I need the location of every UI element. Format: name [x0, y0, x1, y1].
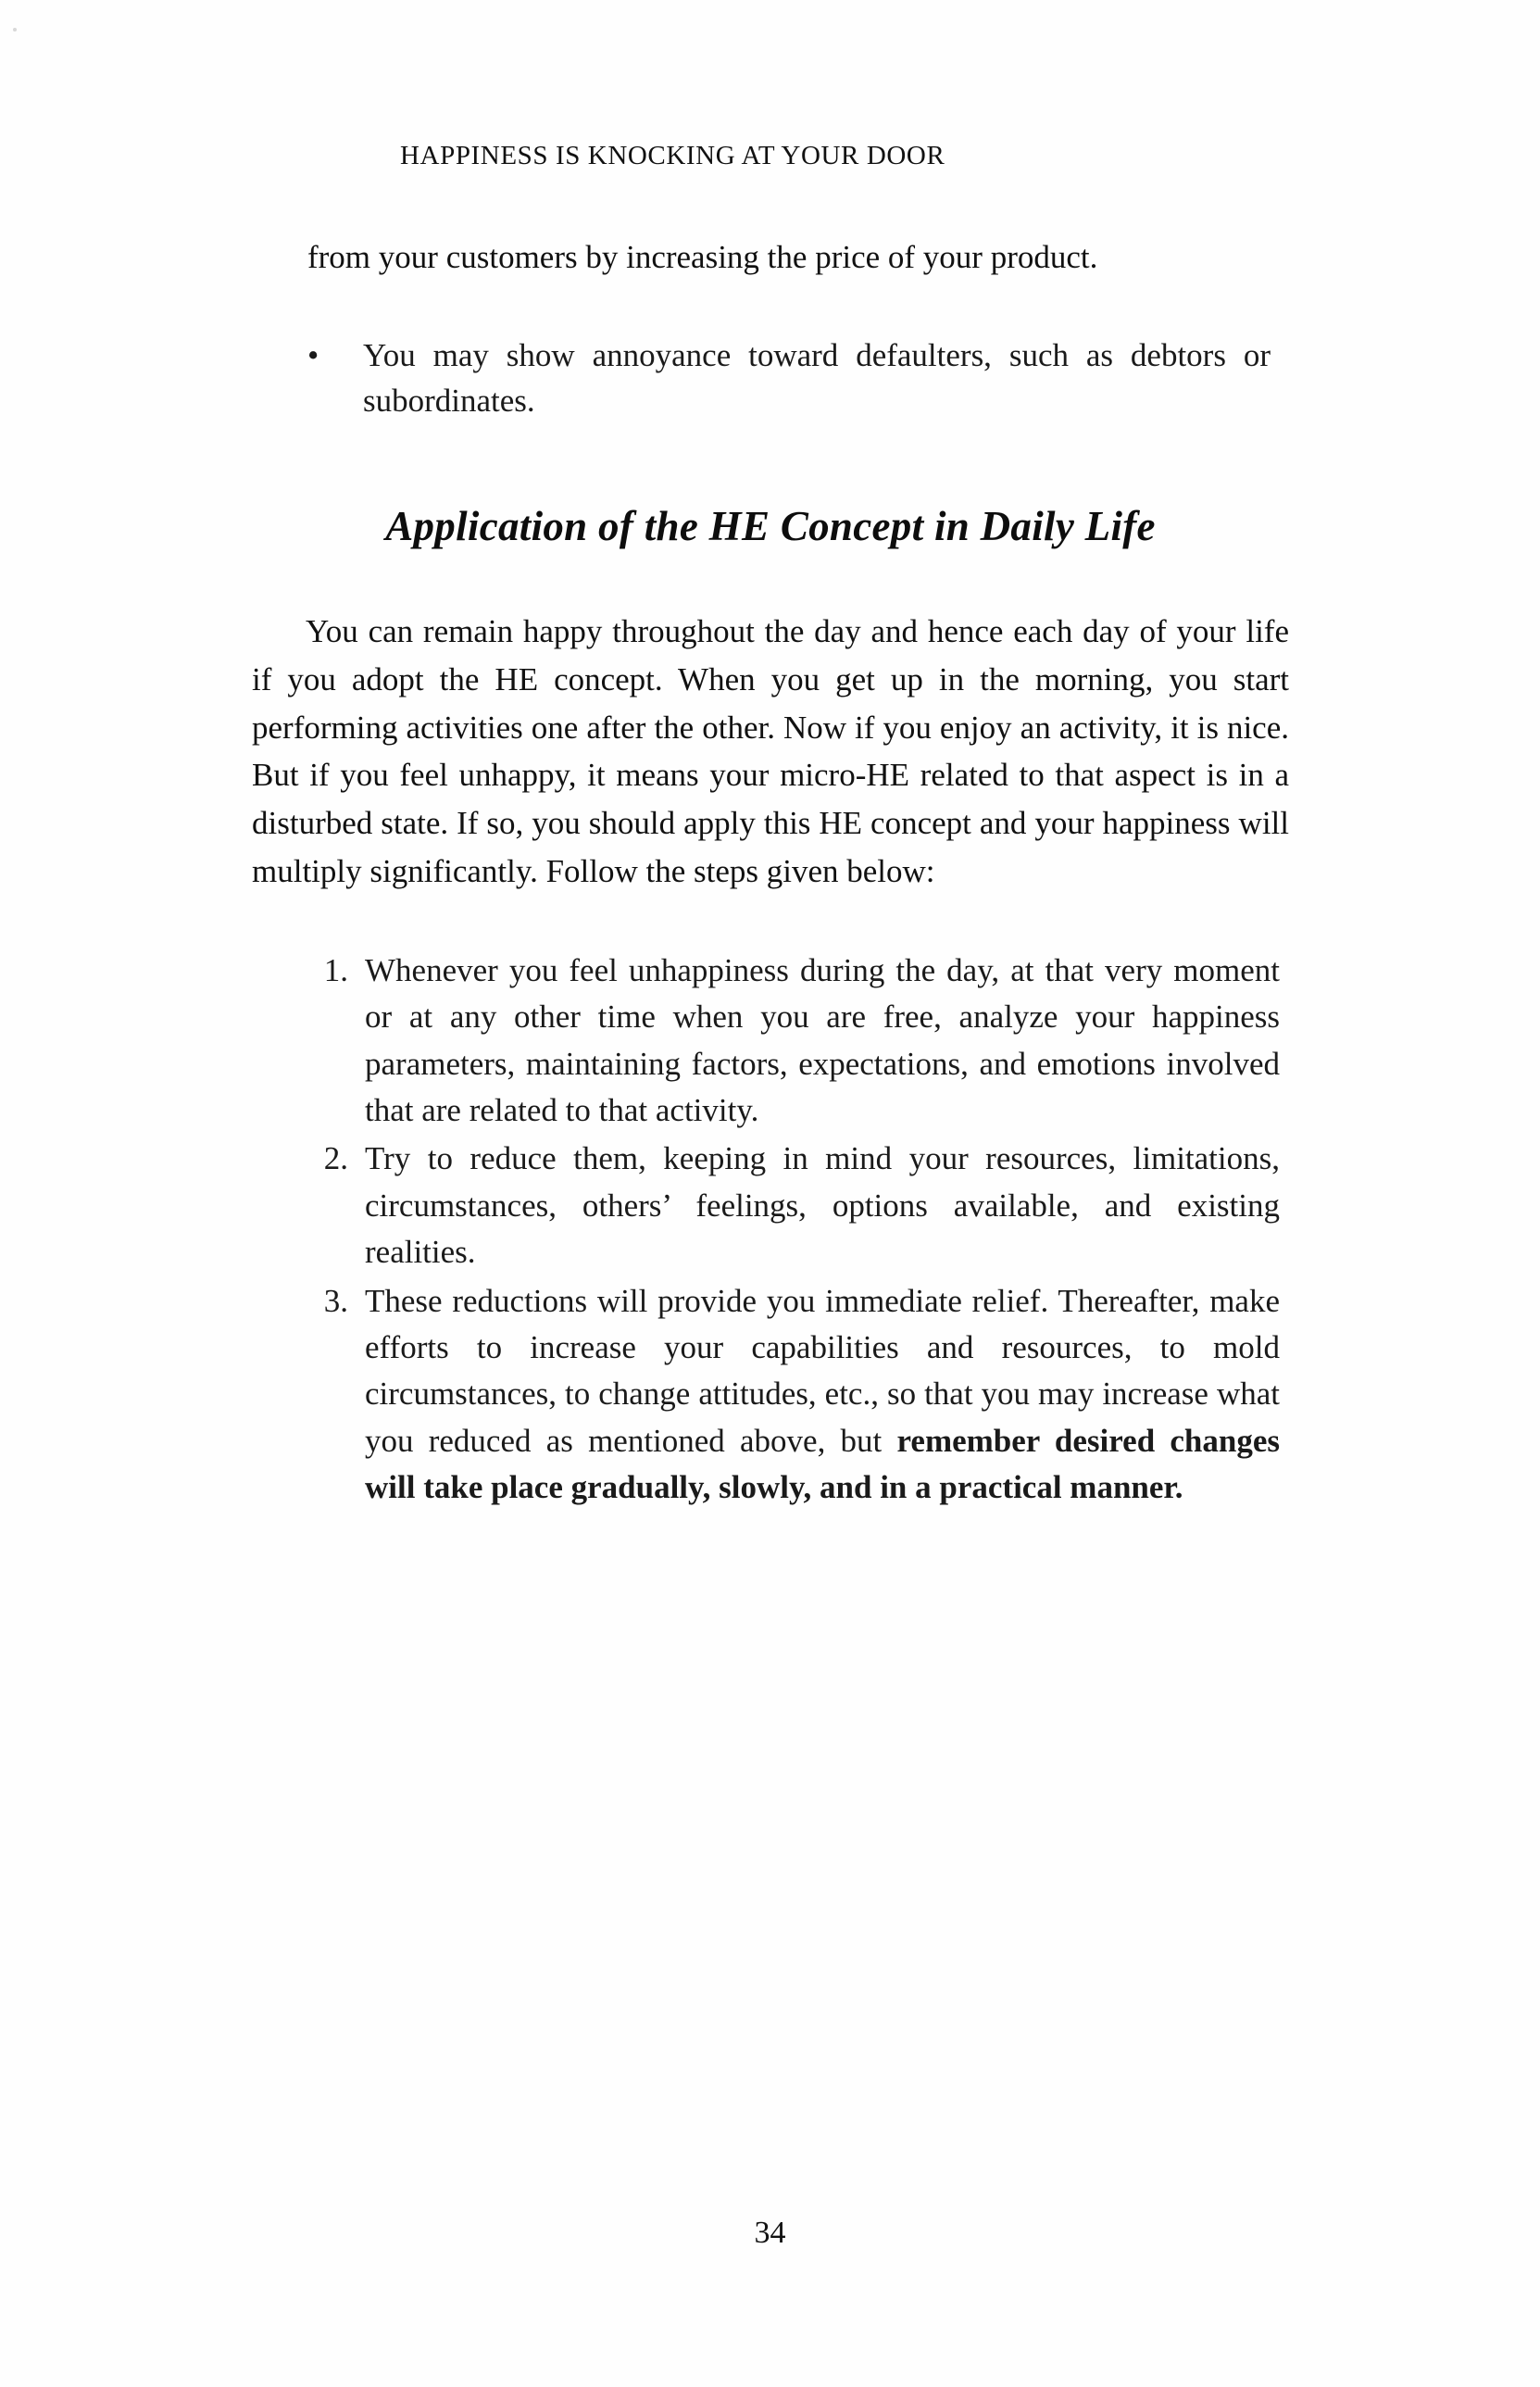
list-item	[252, 948, 1289, 1135]
list-item	[252, 333, 1289, 424]
page-edge-mark	[13, 28, 17, 31]
running-head: HAPPINESS IS KNOCKING AT YOUR DOOR	[400, 141, 945, 170]
list-item-text: These reductions will provide you immediate relief. Thereafter, make efforts to increase your capabilities and resources, to mold circumstances, to change attitudes, etc., so that you may increase what you reduced as mentioned above, but	[365, 1282, 1280, 1459]
list-item	[252, 1136, 1289, 1275]
page-content	[252, 0, 1289, 1514]
list-item-emphasis: remember desired changes will take place gradually, slowly, and in a practical manner.	[365, 1422, 1281, 1506]
numbered-list	[252, 948, 1289, 1512]
page-number: 34	[754, 2216, 786, 2250]
list-item-number: 3.	[323, 1282, 348, 1319]
bullet-dot-icon: •	[307, 336, 319, 373]
list-item-text: Try to reduce them, keeping in mind your resources, limitations, circumstances, others’ feelings, options available, and existing realities.	[365, 1140, 1280, 1271]
section-title: Application of the HE Concept in Daily Life	[385, 503, 1156, 550]
list-item-number: 1.	[323, 951, 348, 988]
list-item-text: You may show annoyance toward defaulters, such as debtors or subordinates.	[363, 336, 1271, 420]
bullet-list	[252, 333, 1289, 424]
body-paragraph: You can remain happy throughout the day and hence each day of your life if you adopt the HE concept. When you get up in the morning, you start performing activities one after the other. Now if you enjoy an activity, it is nice. But if you feel unhappy, it means your micro-HE related to that aspect is in a disturbed state. If so, you should apply this HE concept and your happiness will multiply significantly. Follow the steps given below:	[252, 613, 1289, 890]
list-item-number: 2.	[323, 1140, 348, 1177]
list-item	[252, 1278, 1289, 1512]
list-item-text: Whenever you feel unhappiness during the day, at that very moment or at any other time when you are free, analyze your happiness parameters, maintaining factors, expectations, and emotions involved that are related to that activity.	[365, 951, 1280, 1129]
first-paragraph: from your customers by increasing the price of your product.	[307, 239, 1098, 275]
